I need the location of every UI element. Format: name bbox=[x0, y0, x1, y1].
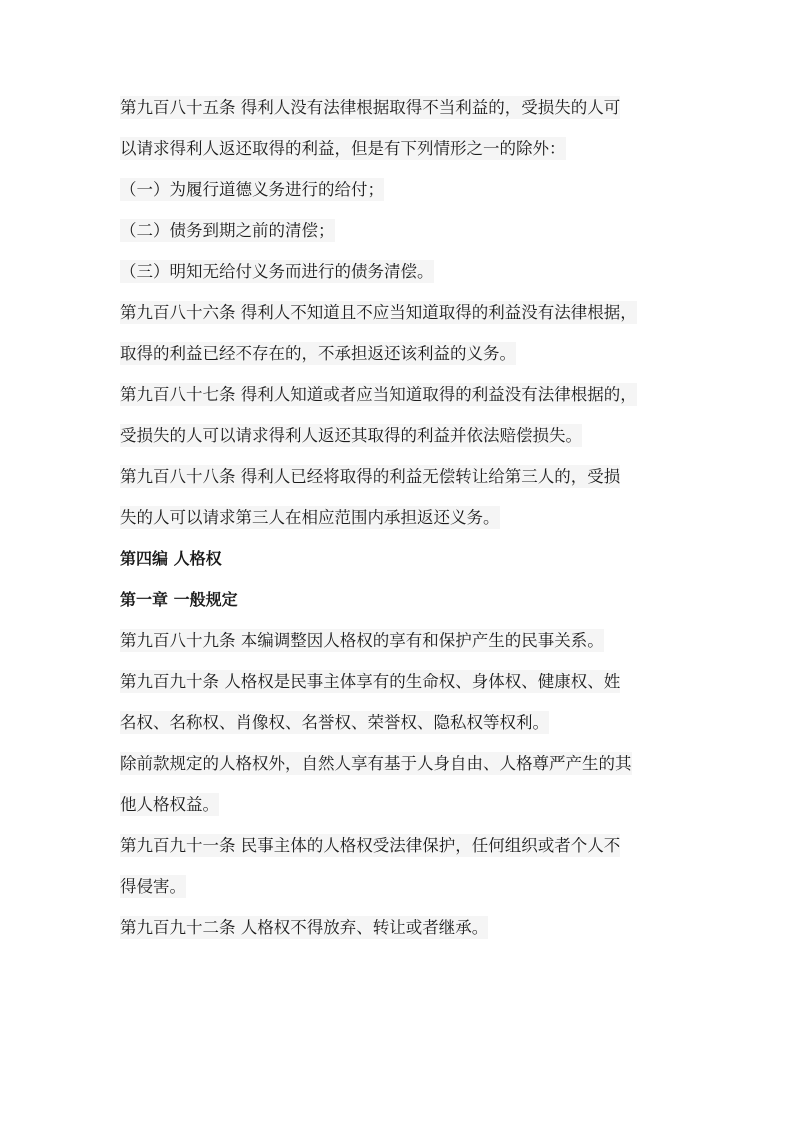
text-line bbox=[120, 671, 680, 712]
text-line bbox=[120, 179, 680, 220]
text-line bbox=[120, 343, 680, 384]
text-line bbox=[120, 138, 680, 179]
article-992-line-1: 第九百九十二条 人格权不得放弃、转让或者继承。 bbox=[120, 918, 489, 937]
article-988-line-1: 第九百八十八条 得利人已经将取得的利益无偿转让给第三人的，受损 bbox=[120, 467, 621, 486]
article-990-line-1: 第九百九十条 人格权是民事主体享有的生命权、身体权、健康权、姓 bbox=[120, 672, 621, 691]
text-line bbox=[120, 712, 680, 753]
text-line bbox=[120, 302, 680, 343]
article-989 bbox=[120, 630, 680, 671]
article-985-item-1: （一）为履行道德义务进行的给付； bbox=[120, 180, 384, 199]
article-986-line-1: 第九百八十六条 得利人不知道且不应当知道取得的利益没有法律根据， bbox=[120, 303, 637, 322]
article-991-line-2: 得侵害。 bbox=[120, 877, 186, 896]
article-990-line-2: 名权、名称权、肖像权、名誉权、荣誉权、隐私权等权利。 bbox=[120, 713, 549, 732]
document-page bbox=[120, 97, 680, 958]
article-987 bbox=[120, 384, 680, 466]
article-990-p2-line-2: 他人格权益。 bbox=[120, 795, 219, 814]
text-line bbox=[120, 753, 680, 794]
article-988 bbox=[120, 466, 680, 548]
article-991-line-1: 第九百九十一条 民事主体的人格权受法律保护，任何组织或者个人不 bbox=[120, 836, 621, 855]
article-991 bbox=[120, 835, 680, 917]
article-986 bbox=[120, 302, 680, 384]
article-985-item-2: （二）债务到期之前的清偿； bbox=[120, 221, 335, 240]
article-985-item-3: （三）明知无给付义务而进行的债务清偿。 bbox=[120, 262, 434, 281]
article-987-line-1: 第九百八十七条 得利人知道或者应当知道取得的利益没有法律根据的， bbox=[120, 385, 637, 404]
text-line bbox=[120, 261, 680, 302]
text-line bbox=[120, 384, 680, 425]
text-line bbox=[120, 220, 680, 261]
text-line bbox=[120, 97, 680, 138]
part-title: 第四编 人格权 bbox=[120, 549, 222, 568]
text-line bbox=[120, 876, 680, 917]
text-line bbox=[120, 917, 680, 958]
article-990-p2-line-1: 除前款规定的人格权外，自然人享有基于人身自由、人格尊严产生的其 bbox=[120, 754, 632, 773]
article-985-line-1: 第九百八十五条 得利人没有法律根据取得不当利益的，受损失的人可 bbox=[120, 98, 621, 117]
text-line bbox=[120, 630, 680, 671]
article-989-line-1: 第九百八十九条 本编调整因人格权的享有和保护产生的民事关系。 bbox=[120, 631, 604, 650]
article-985 bbox=[120, 97, 680, 302]
article-985-line-2: 以请求得利人返还取得的利益，但是有下列情形之一的除外： bbox=[120, 139, 566, 158]
article-992 bbox=[120, 917, 680, 958]
chapter-title: 第一章 一般规定 bbox=[120, 590, 238, 609]
text-line bbox=[120, 466, 680, 507]
article-988-line-2: 失的人可以请求第三人在相应范围内承担返还义务。 bbox=[120, 508, 500, 527]
text-line bbox=[120, 425, 680, 466]
article-987-line-2: 受损失的人可以请求得利人返还其取得的利益并依法赔偿损失。 bbox=[120, 426, 582, 445]
article-990-paragraph-2 bbox=[120, 753, 680, 835]
text-line bbox=[120, 835, 680, 876]
text-line bbox=[120, 507, 680, 548]
article-990 bbox=[120, 671, 680, 753]
text-line bbox=[120, 794, 680, 835]
article-986-line-2: 取得的利益已经不存在的，不承担返还该利益的义务。 bbox=[120, 344, 516, 363]
